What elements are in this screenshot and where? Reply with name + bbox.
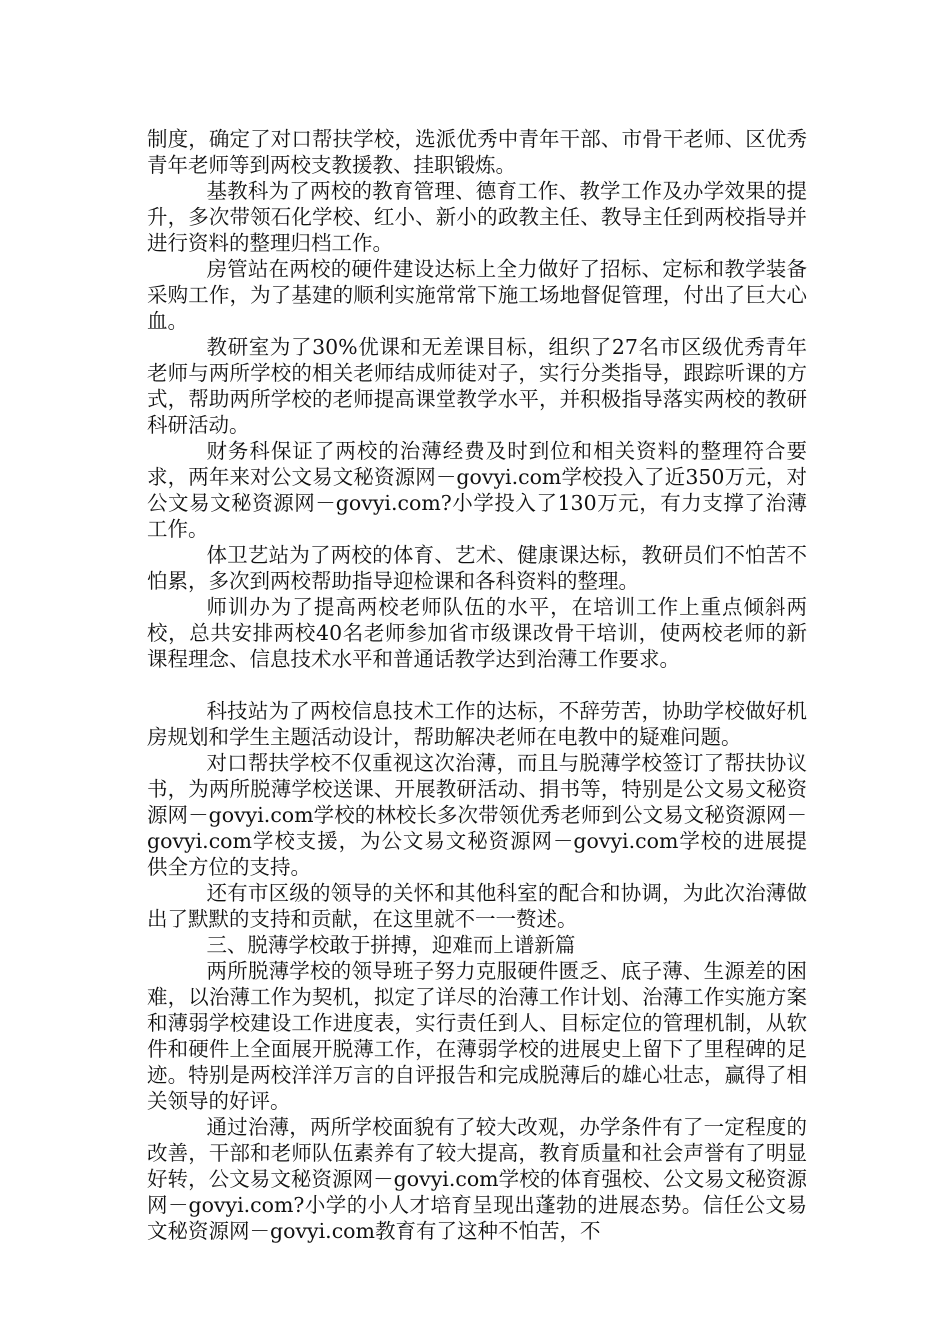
paragraph-5: 财务科保证了两校的治薄经费及时到位和相关资料的整理符合要求，两年来对公文易文秘资源网－govyi.com学校投入了近350万元，对公文易文秘资源网－govyi.com?小学投入了130万元，有力支撑了治薄工作。 — [147, 439, 807, 541]
blank-line — [147, 672, 807, 698]
paragraph-4: 教研室为了30%优课和无差课目标，组织了27名市区级优秀青年老师与两所学校的相关老师结成师徒对子，实行分类指导，跟踪听课的方式，帮助两所学校的老师提高课堂教学水平，并积极指导落实两校的教研科研活动。 — [147, 335, 807, 437]
paragraph-12: 通过治薄，两所学校面貌有了较大改观，办学条件有了一定程度的改善，干部和老师队伍素养有了较大提高，教育质量和社会声誉有了明显好转，公文易文秘资源网－govyi.com学校的体育强校、公文易文秘资源网－govyi.com?小学的小人才培育呈现出蓬勃的进展态势。信任公文易文秘资源网－govyi.com教育有了这种不怕苦，不 — [147, 1115, 807, 1243]
paragraph-1: 制度，确定了对口帮扶学校，选派优秀中青年干部、市骨干老师、区优秀青年老师等到两校支教援教、挂职锻炼。 — [147, 127, 807, 177]
paragraph-8: 科技站为了两校信息技术工作的达标，不辞劳苦，协助学校做好机房规划和学生主题活动设计，帮助解决老师在电教中的疑难问题。 — [147, 699, 807, 749]
document-page — [147, 126, 807, 1244]
paragraph-2: 基教科为了两校的教育管理、德育工作、教学工作及办学效果的提升，多次带领石化学校、红小、新小的政教主任、教导主任到两校指导并进行资料的整理归档工作。 — [147, 179, 807, 255]
paragraph-7: 师训办为了提高两校老师队伍的水平，在培训工作上重点倾斜两校，总共安排两校40名老师参加省市级课改骨干培训，使两校老师的新课程理念、信息技术水平和普通话教学达到治薄工作要求。 — [147, 595, 807, 671]
paragraph-10: 还有市区级的领导的关怀和其他科室的配合和协调，为此次治薄做出了默默的支持和贡献，在这里就不一一赘述。 — [147, 881, 807, 931]
paragraph-9: 对口帮扶学校不仅重视这次治薄，而且与脱薄学校签订了帮扶协议书，为两所脱薄学校送课、开展教研活动、捐书等，特别是公文易文秘资源网－govyi.com学校的林校长多次带领优秀老师到公文易文秘资源网－govyi.com学校支援，为公文易文秘资源网－govyi.com学校的进展提供全方位的支持。 — [147, 751, 807, 879]
paragraph-11: 两所脱薄学校的领导班子努力克服硬件匮乏、底子薄、生源差的困难，以治薄工作为契机，拟定了详尽的治薄工作计划、治薄工作实施方案和薄弱学校建设工作进度表，实行责任到人、目标定位的管理机制，从软件和硬件上全面展开脱薄工作，在薄弱学校的进展史上留下了里程碑的足迹。特别是两校洋洋万言的自评报告和完成脱薄后的雄心壮志，赢得了相关领导的好评。 — [147, 959, 807, 1113]
paragraph-3: 房管站在两校的硬件建设达标上全力做好了招标、定标和教学装备采购工作，为了基建的顺利实施常常下施工场地督促管理，付出了巨大心血。 — [147, 257, 807, 333]
section-heading: 三、脱薄学校敢于拼搏，迎难而上谱新篇 — [206, 933, 576, 957]
paragraph-6: 体卫艺站为了两校的体育、艺术、健康课达标，教研员们不怕苦不怕累，多次到两校帮助指导迎检课和各科资料的整理。 — [147, 543, 807, 593]
